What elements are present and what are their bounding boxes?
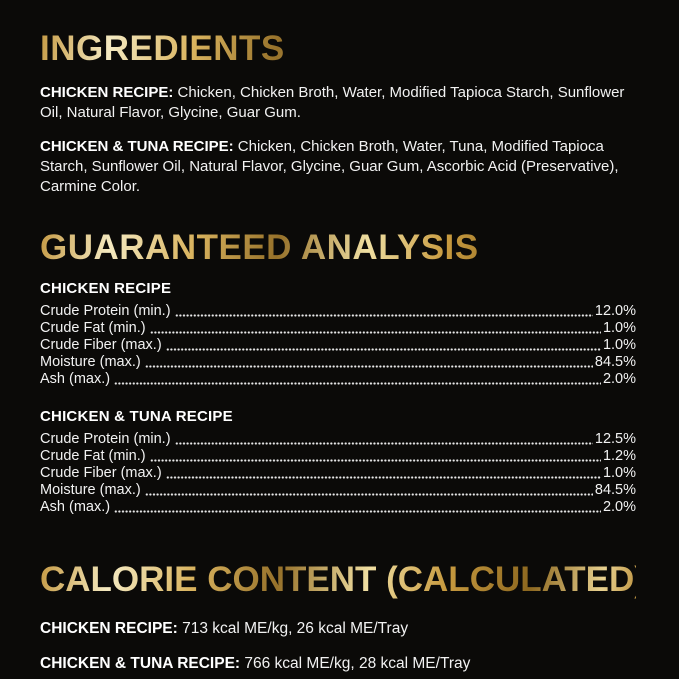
calorie-value: 766 kcal ME/kg, 28 kcal ME/Tray xyxy=(244,655,471,673)
recipe-label: CHICKEN RECIPE: xyxy=(40,83,174,101)
dotted-leader xyxy=(145,482,593,499)
calorie-value: 713 kcal ME/kg, 26 kcal ME/Tray xyxy=(182,620,409,638)
calorie-chicken-tuna-recipe xyxy=(40,654,636,674)
nutrient-value: 84.5% xyxy=(594,354,636,371)
recipe-label: CHICKEN & TUNA RECIPE: xyxy=(40,137,234,155)
table-row xyxy=(40,337,636,354)
ingredients-heading: INGREDIENTS xyxy=(40,30,636,68)
nutrient-name: Ash (max.) xyxy=(40,499,111,516)
table-row xyxy=(40,303,636,320)
nutrient-value: 12.0% xyxy=(594,303,636,320)
table-row xyxy=(40,431,636,448)
table-row xyxy=(40,354,636,371)
nutrient-name: Moisture (max.) xyxy=(40,482,141,499)
chicken-tuna-recipe-analysis-table xyxy=(40,408,636,516)
nutrient-value: 84.5% xyxy=(594,482,636,499)
dotted-leader xyxy=(145,354,593,371)
nutrient-name: Moisture (max.) xyxy=(40,354,141,371)
table-row xyxy=(40,448,636,465)
ingredients-list: Chicken, Chicken Broth, Water, Tuna, Modified Tapioca Starch, Sunflower Oil, Natural Flavor, Glycine, Guar Gum, Ascorbic Acid (Preservative), Carmine Color. xyxy=(40,137,619,195)
dotted-leader xyxy=(114,371,601,388)
ingredients-chicken-tuna-recipe xyxy=(40,137,636,197)
nutrient-name: Crude Protein (min.) xyxy=(40,431,171,448)
nutrient-value: 1.0% xyxy=(602,337,636,354)
nutrient-value: 1.0% xyxy=(602,320,636,337)
nutrient-name: Ash (max.) xyxy=(40,371,111,388)
recipe-label: CHICKEN & TUNA RECIPE: xyxy=(40,655,241,673)
recipe-label: CHICKEN RECIPE: xyxy=(40,620,178,638)
table-row xyxy=(40,482,636,499)
chicken-recipe-analysis-table xyxy=(40,280,636,388)
table-row xyxy=(40,320,636,337)
nutrient-value: 1.0% xyxy=(602,465,636,482)
dotted-leader xyxy=(150,320,601,337)
table-row xyxy=(40,499,636,516)
dotted-leader xyxy=(175,431,593,448)
nutrient-name: Crude Protein (min.) xyxy=(40,303,171,320)
table-row xyxy=(40,465,636,482)
table-row xyxy=(40,371,636,388)
nutrient-value: 12.5% xyxy=(594,431,636,448)
nutrient-name: Crude Fiber (max.) xyxy=(40,337,162,354)
table-subheading: CHICKEN RECIPE xyxy=(40,280,172,298)
nutrient-name: Crude Fat (min.) xyxy=(40,448,146,465)
guaranteed-analysis-heading: GUARANTEED ANALYSIS xyxy=(40,229,636,267)
calorie-chicken-recipe xyxy=(40,619,636,639)
dotted-leader xyxy=(175,303,593,320)
nutrient-value: 1.2% xyxy=(602,448,636,465)
dotted-leader xyxy=(166,465,601,482)
nutrient-value: 2.0% xyxy=(602,499,636,516)
nutrient-value: 2.0% xyxy=(602,371,636,388)
table-subheading: CHICKEN & TUNA RECIPE xyxy=(40,408,233,426)
calorie-content-heading: CALORIE CONTENT (CALCULATED): xyxy=(40,560,658,600)
dotted-leader xyxy=(114,499,601,516)
ingredients-section xyxy=(40,30,636,196)
nutrient-name: Crude Fat (min.) xyxy=(40,320,146,337)
ingredients-chicken-recipe xyxy=(40,83,636,123)
ingredients-list: Chicken, Chicken Broth, Water, Modified Tapioca Starch, Sunflower Oil, Natural Flavor, Glycine, Guar Gum. xyxy=(40,83,625,121)
dotted-leader xyxy=(166,337,601,354)
calorie-content-section xyxy=(40,560,658,674)
dotted-leader xyxy=(150,448,601,465)
nutrient-name: Crude Fiber (max.) xyxy=(40,465,162,482)
guaranteed-analysis-section xyxy=(40,229,636,516)
